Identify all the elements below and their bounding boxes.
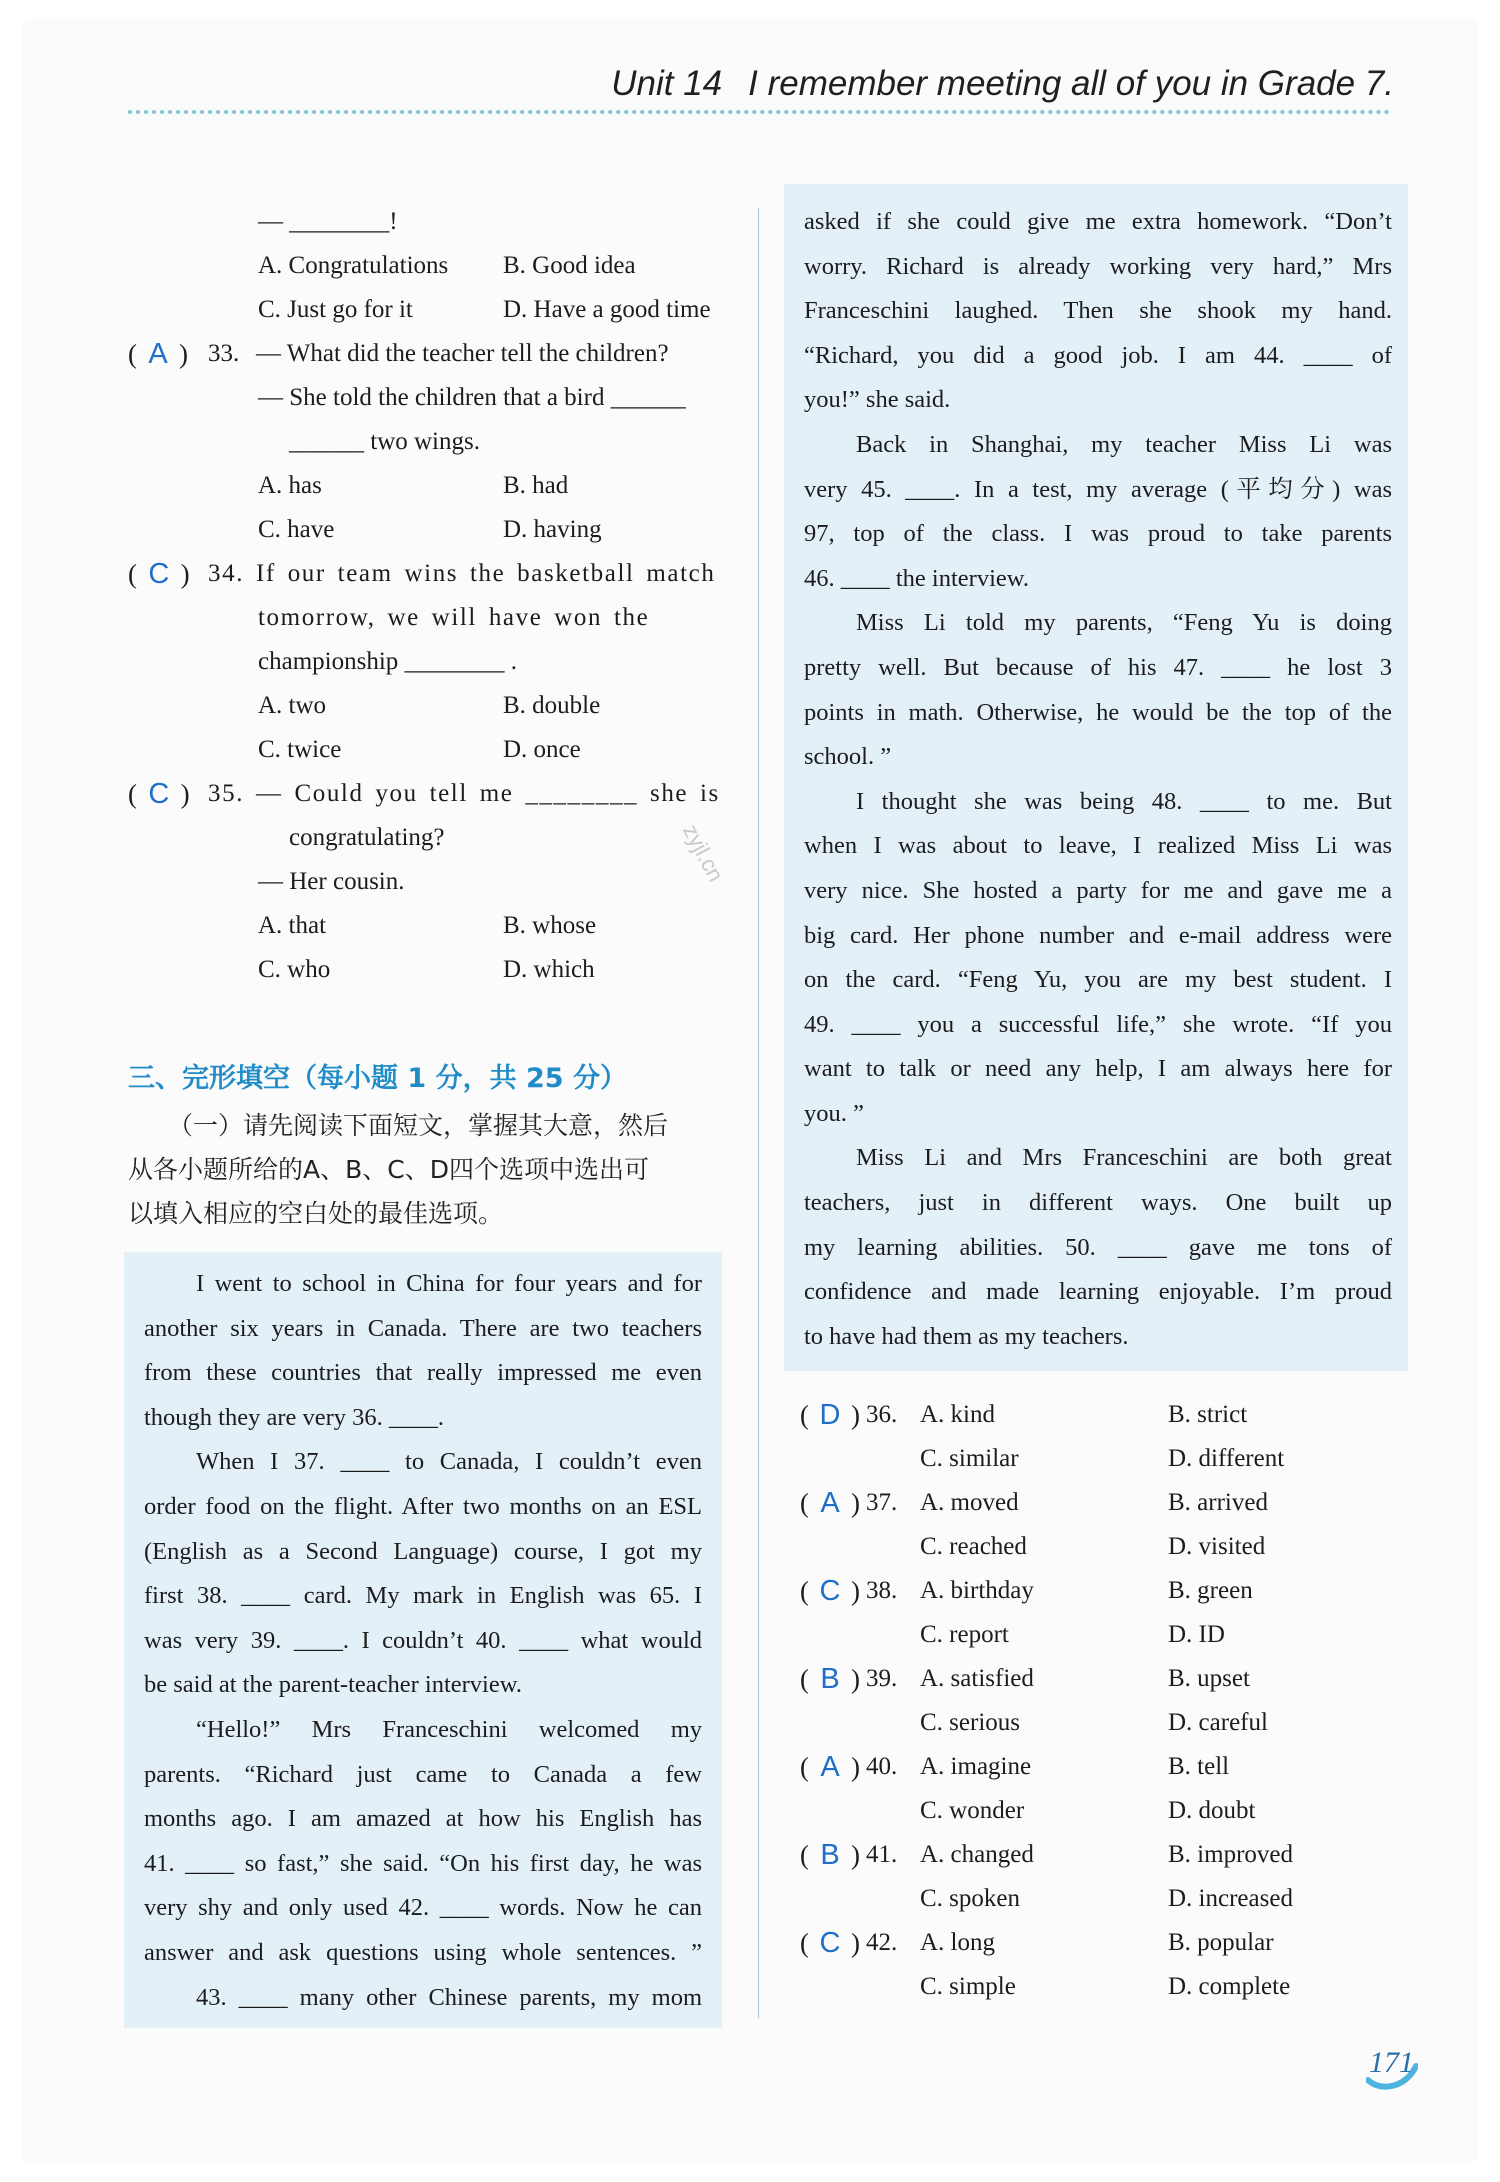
reading-passage-part-2 [784, 184, 1408, 1371]
passage-line: pretty well. But because of his 47. ____ he lost 3 [804, 653, 1392, 681]
option: C. report [920, 1621, 1009, 1649]
option: C. simple [920, 1973, 1016, 2001]
option: D. Have a good time [503, 296, 711, 323]
option: D. different [1168, 1445, 1285, 1473]
answer-bracket: ( D ) [800, 1393, 866, 1437]
handwritten-answer: C [148, 558, 171, 590]
passage-line: confidence and made learning enjoyable. I’m proud [804, 1278, 1392, 1306]
option: C. twice [258, 736, 342, 763]
passage-line: points in math. Otherwise, he would be the top of the [804, 698, 1392, 726]
question-text: — She told the children that a bird ______ [258, 384, 686, 411]
reading-passage-part-1 [124, 1252, 722, 2028]
answer-bracket: ( B ) [800, 1833, 866, 1877]
option: D. careful [1168, 1709, 1268, 1737]
option: C. Just go for it [258, 296, 413, 323]
unit-label: Unit 14 [611, 64, 723, 103]
option: A. kind [920, 1401, 995, 1429]
question-number: 35. [208, 780, 245, 807]
question-text: If our team wins the basketball match [256, 560, 716, 587]
passage-line: school. ” [804, 743, 892, 771]
option: D. which [503, 956, 595, 983]
answer-bracket: ( A ) [800, 1745, 866, 1789]
passage-line: big card. Her phone number and e-mail address were [804, 921, 1392, 949]
q32-options-row-2 [128, 288, 722, 332]
handwritten-answer: B [820, 1663, 840, 1696]
passage-line: another six years in Canada. There are two teachers [144, 1314, 702, 1342]
instruction-line: 以填入相应的空白处的最佳选项。 [128, 1199, 504, 1228]
q35-options-row-1 [128, 904, 722, 948]
section-heading: 三、完形填空（每小题 1 分，共 25 分） [128, 1063, 627, 1094]
question-number: 36. [866, 1401, 898, 1429]
watermark: zyjl.cn [677, 820, 729, 886]
passage-line: 43. ____ many other Chinese parents, my mom [196, 1983, 702, 2011]
q33-options-row-1 [128, 464, 722, 508]
cloze-question-36-cd [800, 1437, 1372, 1481]
question-text: championship ________ . [258, 648, 518, 675]
cloze-answer-list [800, 1393, 1372, 2009]
handwritten-answer: C [148, 778, 171, 810]
question-number: 33. [208, 340, 240, 367]
cloze-question-39 [800, 1657, 1372, 1701]
question-text: — What did the teacher tell the children? [256, 340, 669, 367]
cloze-question-42 [800, 1921, 1372, 1965]
option: B. arrived [1168, 1489, 1268, 1517]
passage-line: very shy and only used 42. ____ words. Now he can [144, 1894, 702, 1922]
option: B. had [503, 472, 569, 499]
passage-line: parents. “Richard just came to Canada a few [144, 1760, 702, 1788]
option: C. wonder [920, 1797, 1025, 1825]
option: A. two [258, 692, 327, 719]
q34-options-row-2 [128, 728, 722, 772]
option: A. that [258, 912, 327, 939]
option: B. popular [1168, 1929, 1274, 1957]
q32-blank-line: — ________! [258, 208, 398, 235]
cloze-question-39-cd [800, 1701, 1372, 1745]
passage-line: teachers, just in different ways. One built up [804, 1189, 1392, 1217]
cloze-question-38-cd [800, 1613, 1372, 1657]
handwritten-answer: A [148, 338, 168, 370]
passage-line: when I was about to leave, I realized Miss Li was [804, 832, 1392, 860]
question-text: tomorrow, we will have won the [258, 604, 650, 631]
cloze-question-38 [800, 1569, 1372, 1613]
handwritten-answer: C [819, 1927, 841, 1960]
passage-line: very 45. ____. In a test, my average (平均分) was [804, 475, 1392, 503]
option: A. moved [920, 1489, 1019, 1517]
option: B. green [1168, 1577, 1253, 1605]
question-number: 41. [866, 1841, 898, 1869]
option: C. serious [920, 1709, 1020, 1737]
cloze-question-41 [800, 1833, 1372, 1877]
passage-line: 46. ____ the interview. [804, 564, 1029, 592]
unit-header [611, 64, 1394, 104]
passage-line: 49. ____ you a successful life,” she wrote. “If you [804, 1010, 1392, 1038]
option: D. complete [1168, 1973, 1291, 2001]
option: A. has [258, 472, 322, 499]
passage-line: answer and ask questions using whole sentences. ” [144, 1938, 702, 1966]
passage-line: from these countries that really impressed me even [144, 1359, 702, 1387]
passage-line: you!” she said. [804, 386, 951, 414]
instruction-line: （一）请先阅读下面短文，掌握其大意，然后 [168, 1111, 669, 1140]
passage-line: Miss Li told my parents, “Feng Yu is doing [856, 609, 1392, 637]
passage-line: though they are very 36. ____. [144, 1403, 445, 1431]
option: A. birthday [920, 1577, 1034, 1605]
passage-line: I thought she was being 48. ____ to me. But [856, 787, 1392, 815]
option: B. upset [1168, 1665, 1250, 1693]
option: C. have [258, 516, 335, 543]
instruction-line: 从各小题所给的A、B、C、D四个选项中选出可 [128, 1155, 649, 1184]
passage-line: 97, top of the class. I was proud to take parents [804, 520, 1392, 548]
passage-line: want to talk or need any help, I am always here for [804, 1055, 1392, 1083]
cloze-question-41-cd [800, 1877, 1372, 1921]
passage-line: months ago. I am amazed at how his English has [144, 1805, 702, 1833]
answer-bracket: ( C ) [128, 552, 208, 596]
passage-line: worry. Richard is already working very hard,” Mrs [804, 252, 1392, 280]
passage-line: I went to school in China for four years and for [196, 1270, 702, 1297]
passage-line: my learning abilities. 50. ____ gave me tons of [804, 1233, 1392, 1261]
passage-line: be said at the parent-teacher interview. [144, 1671, 522, 1699]
passage-line: very nice. She hosted a party for me and gave me a [804, 876, 1392, 904]
option: B. strict [1168, 1401, 1248, 1429]
cloze-question-40 [800, 1745, 1372, 1789]
passage-line: on the card. “Feng Yu, you are my best student. I [804, 966, 1392, 994]
q33-options-row-2 [128, 508, 722, 552]
question-number: 39. [866, 1665, 898, 1693]
option: A. changed [920, 1841, 1034, 1869]
option: C. spoken [920, 1885, 1020, 1913]
question-text: — Could you tell me ________ she is [256, 780, 720, 807]
question-number: 42. [866, 1929, 898, 1957]
section-instructions [128, 1104, 722, 1236]
page-number: 171 [1369, 2046, 1414, 2079]
option: D. increased [1168, 1885, 1293, 1913]
unit-title: I remember meeting all of you in Grade 7. [748, 64, 1394, 103]
option: B. double [503, 692, 601, 719]
passage-line: to have had them as my teachers. [804, 1322, 1129, 1350]
question-text: congratulating? [289, 824, 445, 851]
option: A. long [920, 1929, 995, 1957]
answer-bracket: ( C ) [800, 1569, 866, 1613]
answer-bracket: ( A ) [800, 1481, 866, 1525]
handwritten-answer: D [819, 1399, 841, 1432]
option: B. tell [1168, 1753, 1230, 1781]
cloze-question-36 [800, 1393, 1372, 1437]
q34-options-row-1 [128, 684, 722, 728]
option: D. having [503, 516, 602, 543]
option: B. whose [503, 912, 597, 939]
header-dotted-rule [128, 110, 1390, 114]
passage-line: you. ” [804, 1099, 864, 1127]
question-number: 37. [866, 1489, 898, 1517]
option: D. ID [1168, 1621, 1225, 1649]
left-column [128, 200, 722, 2028]
option: D. visited [1168, 1533, 1266, 1561]
q32-options-row-1 [128, 244, 722, 288]
handwritten-answer: A [820, 1751, 840, 1784]
q35-options-row-2 [128, 948, 722, 992]
cloze-question-40-cd [800, 1789, 1372, 1833]
passage-line: Franceschini laughed. Then she shook my hand. [804, 297, 1392, 325]
answer-bracket: ( B ) [800, 1657, 866, 1701]
cloze-question-37-cd [800, 1525, 1372, 1569]
question-35 [128, 772, 722, 816]
question-text: ______ two wings. [289, 428, 480, 455]
option: A. Congratulations [258, 252, 449, 279]
passage-line: “Hello!” Mrs Franceschini welcomed my [196, 1715, 702, 1743]
option: A. imagine [920, 1753, 1032, 1781]
option: D. once [503, 736, 581, 763]
question-number: 38. [866, 1577, 898, 1605]
answer-bracket: ( C ) [128, 772, 208, 816]
passage-line: order food on the flight. After two months on an ESL [144, 1492, 702, 1520]
option: C. reached [920, 1533, 1027, 1561]
question-33 [128, 332, 722, 376]
question-number: 40. [866, 1753, 898, 1781]
option: A. satisfied [920, 1665, 1034, 1693]
passage-line: first 38. ____ card. My mark in English was 65. I [144, 1582, 702, 1610]
cloze-question-42-cd [800, 1965, 1372, 2009]
option: B. Good idea [503, 252, 636, 279]
option: B. improved [1168, 1841, 1293, 1869]
cloze-question-37 [800, 1481, 1372, 1525]
passage-line: 41. ____ so fast,” she said. “On his first day, he was [144, 1849, 702, 1877]
passage-line: asked if she could give me extra homework. “Don’t [804, 208, 1392, 235]
handwritten-answer: B [820, 1839, 840, 1872]
passage-line: Back in Shanghai, my teacher Miss Li was [856, 430, 1392, 458]
column-divider [758, 208, 759, 2018]
handwritten-answer: C [819, 1575, 841, 1608]
passage-line: Miss Li and Mrs Franceschini are both great [856, 1144, 1392, 1172]
passage-line: (English as a Second Language) course, I got my [144, 1537, 702, 1565]
option: D. doubt [1168, 1797, 1256, 1825]
passage-line: When I 37. ____ to Canada, I couldn’t even [196, 1448, 702, 1476]
right-column [800, 200, 1392, 2009]
question-number: 34. [208, 560, 245, 587]
option: C. who [258, 956, 331, 983]
handwritten-answer: A [820, 1487, 840, 1520]
question-34 [128, 552, 722, 596]
answer-bracket: ( C ) [800, 1921, 866, 1965]
passage-line: “Richard, you did a good job. I am 44. ____ of [804, 341, 1392, 369]
answer-bracket: ( A ) [128, 332, 208, 376]
passage-line: was very 39. ____. I couldn’t 40. ____ what would [144, 1626, 702, 1654]
option: C. similar [920, 1445, 1019, 1473]
question-text: — Her cousin. [258, 868, 405, 895]
